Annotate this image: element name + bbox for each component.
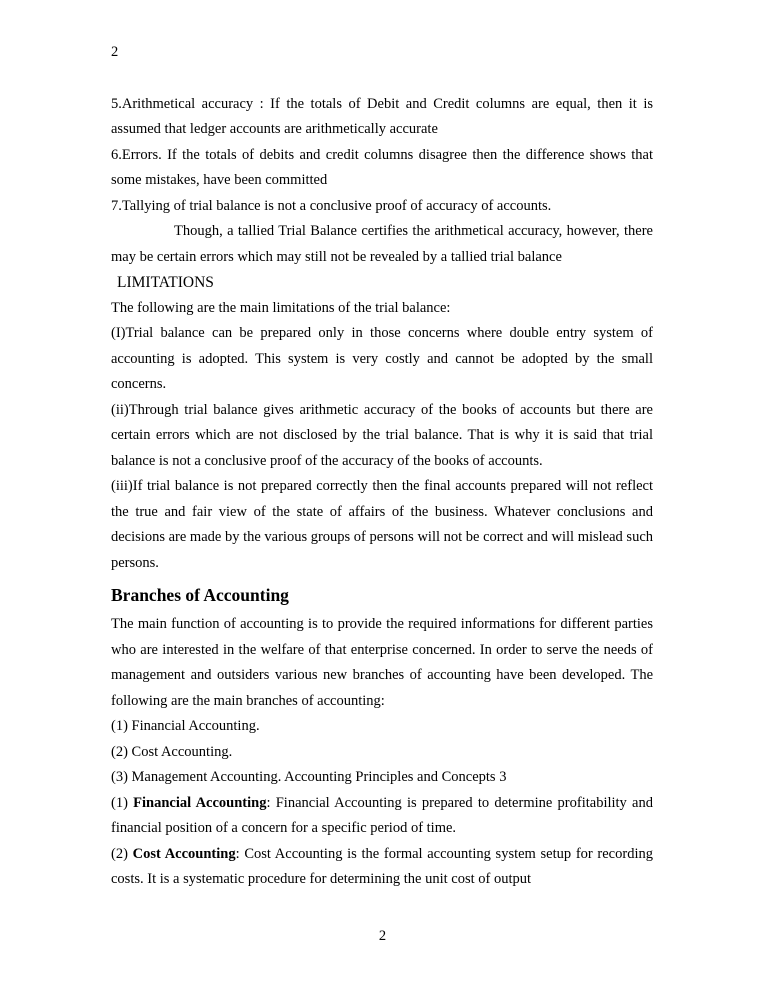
paragraph-though-note: Though, a tallied Trial Balance certifies the arithmetical accuracy, however, there may be certain errors which may still not be revealed by a tallied trial balance: [111, 223, 653, 265]
list-item-cost-accounting: (2) Cost Accounting.: [111, 743, 233, 760]
list-item-management-accounting: (3) Management Accounting. Accounting Principles and Concepts 3: [111, 769, 507, 785]
definition-prefix-1: (1): [111, 794, 134, 811]
list-item-financial-accounting: (1) Financial Accounting.: [111, 718, 260, 734]
definition-label-cost-accounting: Cost Accounting: [132, 845, 236, 862]
subheading-limitations: LIMITATIONS: [117, 274, 214, 291]
paragraph-limitation-ii: (ii)Through trial balance gives arithmetic accuracy of the books of accounts but there are certain errors which are not disclosed by the trial balance. That is why it is said that trial balance is not a conclusive proof of the accuracy of the books of accounts.: [111, 401, 653, 469]
definition-cost-accounting: [111, 842, 653, 893]
paragraph-branches-intro: The main function of accounting is to provide the required informations for different parties who are interested in the welfare of that enterprise concerned. In order to serve the needs of management and outsiders various new branches of accounting have been developed. The following are the main branches of accounting:: [111, 616, 653, 709]
section-heading-branches-of-accounting: Branches of Accounting: [111, 585, 289, 605]
paragraph-limitation-iii: (iii)If trial balance is not prepared correctly then the final accounts prepared will not reflect the true and fair view of the state of affairs of the business. Whatever conclusions and decisions are made by the various groups of persons will not be correct and will mislead such persons.: [111, 478, 654, 571]
footer-page-number: 2: [378, 928, 387, 944]
paragraph-item-5: 5.Arithmetical accuracy : If the totals of Debit and Credit columns are equal, then it is assumed that ledger accounts are arithmetically accurate: [111, 95, 653, 137]
paragraph-limitations-intro: The following are the main limitations of the trial balance:: [111, 299, 451, 316]
definition-body-2: : Cost Accounting is the formal accounting system setup for recording costs. It is a systematic procedure for determining the unit cost of output: [111, 845, 653, 887]
definition-body-1: : Financial Accounting is prepared to determine profitability and financial position of a concern for a specific period of time.: [111, 794, 653, 836]
paragraph-limitation-i: (I)Trial balance can be prepared only in those concerns where double entry system of accounting is adopted. This system is very costly and cannot be adopted by the small concerns.: [111, 325, 653, 392]
definition-financial-accounting: [111, 791, 653, 842]
page-content: [111, 40, 653, 893]
paragraph-item-6: 6.Errors. If the totals of debits and credit columns disagree then the difference shows that some mistakes, have been committed: [111, 146, 653, 188]
header-page-marker: 2: [111, 44, 119, 60]
paragraph-item-7: 7.Tallying of trial balance is not a conclusive proof of accuracy of accounts.: [111, 197, 552, 214]
definition-label-financial-accounting: Financial Accounting: [133, 794, 267, 811]
definition-prefix-2: (2): [111, 845, 133, 862]
